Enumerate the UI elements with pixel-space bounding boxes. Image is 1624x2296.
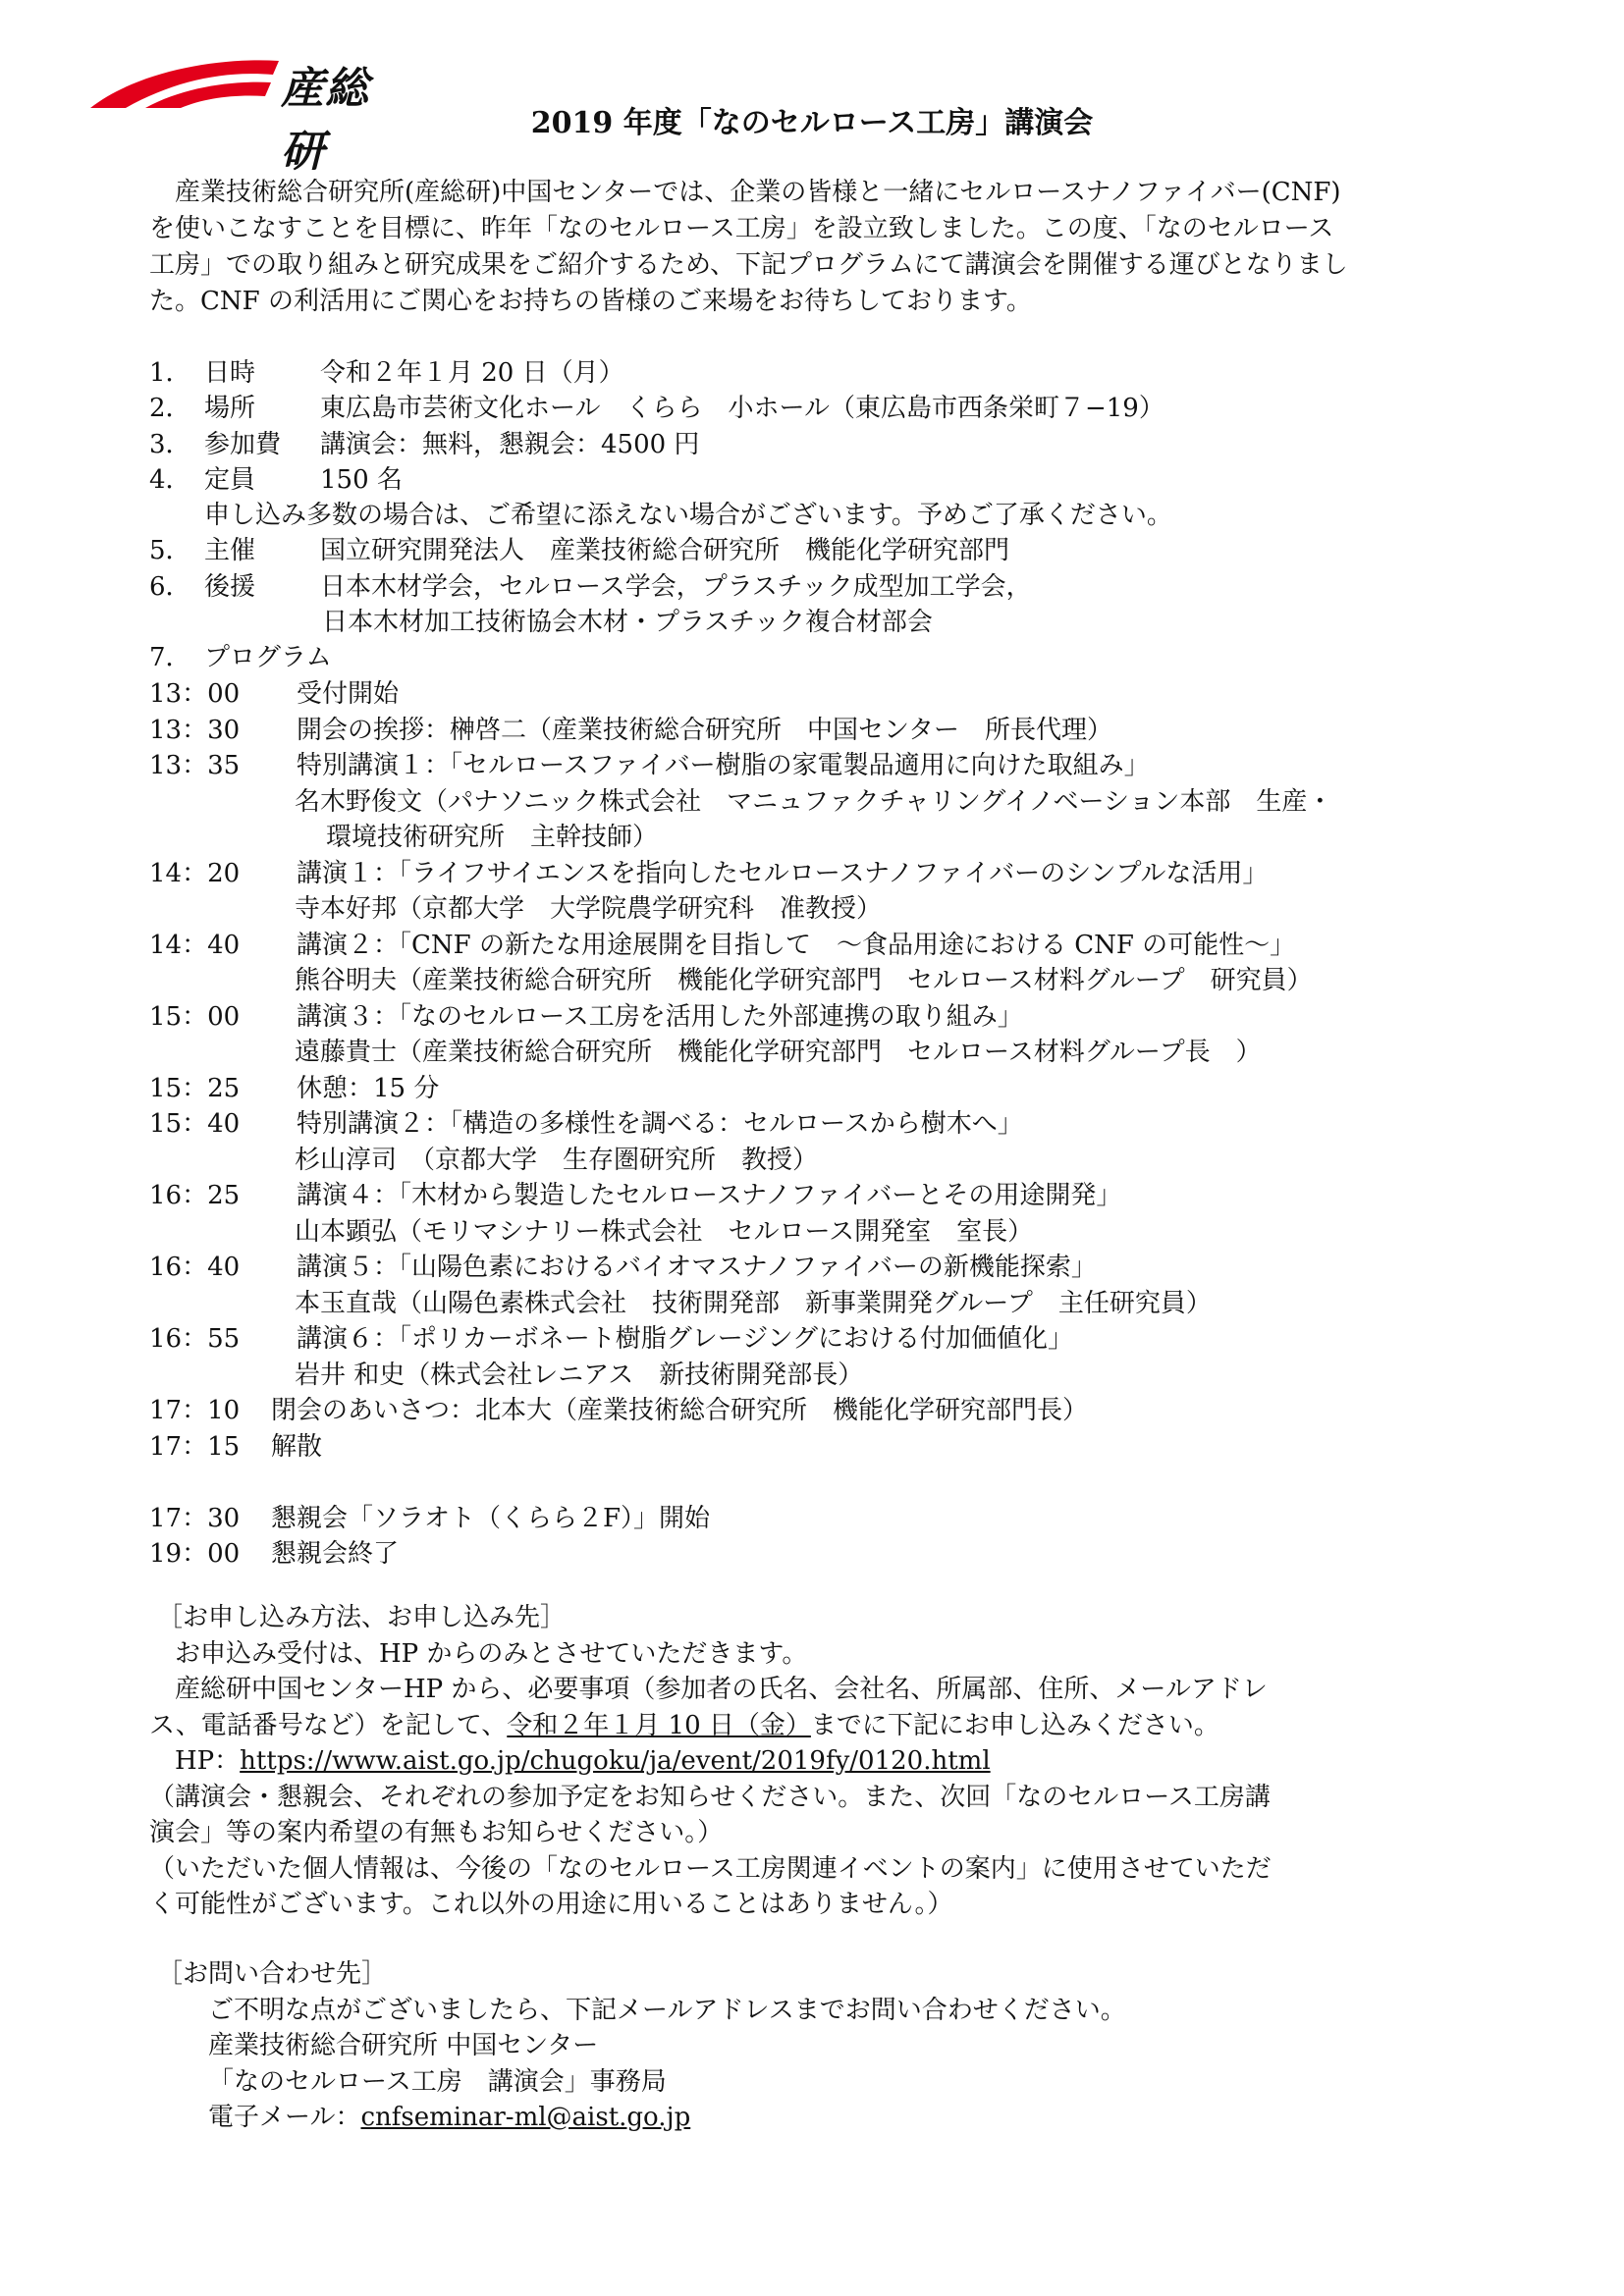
email-label: 電子メール： bbox=[208, 2103, 361, 2132]
event-info-list bbox=[149, 355, 1172, 676]
info-place bbox=[149, 391, 1172, 426]
info-fee bbox=[149, 427, 1172, 462]
info-label: 日時 bbox=[204, 358, 256, 388]
program-speaker-cont: 環境技術研究所 主幹技師） bbox=[326, 823, 659, 852]
program-speaker: 名木野俊文（パナソニック株式会社 マニュファクチャリングイノベーション本部 生産・ bbox=[295, 786, 1333, 817]
email-link[interactable]: cnfseminar-ml@aist.go.jp bbox=[360, 2103, 691, 2132]
program-speaker: 杉山淳司 （京都大学 生存圏研究所 教授） bbox=[295, 1145, 819, 1175]
program-time: 17：10 bbox=[149, 1396, 241, 1425]
program-speaker: 岩井 和史（株式会社レニアス 新技術開発部長） bbox=[295, 1360, 864, 1390]
info-value: 東広島市芸術文化ホール くらら 小ホール（東広島市西条栄町７−19） bbox=[320, 394, 1164, 424]
program-time: 15：00 bbox=[149, 1001, 241, 1032]
intro-line: 産業技術総合研究所(産総研)中国センターでは、企業の皆様と一緒にセルロースナノファイバー(CNF) bbox=[175, 178, 1341, 207]
info-num: 5． bbox=[149, 536, 191, 566]
program-text: 講演４：「木材から製造したセルロースナノファイバーとその用途開発」 bbox=[297, 1181, 1122, 1210]
program-time: 16：55 bbox=[149, 1324, 241, 1354]
program-speaker: 熊谷明夫（産業技術総合研究所 機能化学研究部門 セルロース材料グループ 研究員） bbox=[295, 966, 1313, 995]
program-text: 特別講演１：「セルロースファイバー樹脂の家電製品適用に向けた取組み」 bbox=[297, 751, 1150, 780]
program-row bbox=[149, 1393, 1332, 1429]
application-note: （いただいた個人情報は、今後の「なのセルロース工房関連イベントの案内」に使用させていただ bbox=[149, 1853, 1272, 1884]
program-row bbox=[149, 1250, 1332, 1286]
program-text: 開会の挨拶：榊啓二（産業技術総合研究所 中国センター 所長代理） bbox=[297, 715, 1112, 745]
program-row bbox=[149, 1071, 1332, 1107]
program-gap bbox=[149, 1465, 1332, 1501]
program-text: 解散 bbox=[271, 1431, 323, 1462]
application-note: く可能性がございます。これ以外の用途に用いることはありません。） bbox=[149, 1890, 953, 1919]
info-value: 講演会：無料，懇親会：4500 円 bbox=[320, 429, 700, 459]
info-capacity bbox=[149, 462, 1172, 498]
program-text: 休憩：15 分 bbox=[297, 1073, 440, 1103]
application-heading: ［お申し込み方法、お申し込み先］ bbox=[157, 1603, 567, 1632]
application-deadline: 令和２年１月 10 日（金） bbox=[507, 1710, 811, 1740]
info-capacity-note: 申し込み多数の場合は、ご希望に添えない場合がございます。予めご了承ください。 bbox=[204, 501, 1172, 531]
info-value: 日本木材学会，セルロース学会，プラスチック成型加工学会， bbox=[320, 571, 1032, 602]
program-text: 特別講演２：「構造の多様性を調べる：セルロースから樹木へ」 bbox=[297, 1109, 1023, 1139]
intro-line: た。CNF の利活用にご関心をお持ちの皆様のご来場をお待ちしております。 bbox=[149, 287, 1032, 316]
info-num: 6． bbox=[149, 571, 191, 602]
program-row bbox=[149, 856, 1332, 892]
info-value: 150 名 bbox=[320, 464, 403, 495]
contact-heading: ［お問い合わせ先］ bbox=[157, 1959, 388, 1989]
program-time: 13：35 bbox=[149, 751, 241, 780]
program-time: 17：30 bbox=[149, 1503, 241, 1533]
program-time: 15：25 bbox=[149, 1073, 241, 1103]
info-value: 令和２年１月 20 日（月） bbox=[320, 358, 624, 388]
program-speaker: 山本顕弘（モリマシナリー株式会社 セルロース開発室 室長） bbox=[295, 1216, 1034, 1247]
page-title: 2019 年度「なのセルロース工房」講演会 bbox=[530, 106, 1094, 140]
program-row bbox=[149, 928, 1332, 964]
program-row bbox=[149, 1321, 1332, 1358]
program-speaker: 寺本好邦（京都大学 大学院農学研究科 准教授） bbox=[295, 894, 883, 924]
application-line: 産総研中国センターHP から、必要事項（参加者の氏名、会社名、所属部、住所、メールアドレ bbox=[175, 1675, 1268, 1704]
program-time: 19：00 bbox=[149, 1539, 241, 1569]
hp-link[interactable]: https://www.aist.go.jp/chugoku/ja/event/2019fy/0120.html bbox=[240, 1746, 991, 1776]
program-text: 講演２：「CNF の新たな用途展開を目指して 〜食品用途における CNF の可能性〜」 bbox=[297, 930, 1296, 960]
program-text: 懇親会終了 bbox=[271, 1539, 400, 1569]
intro-paragraph bbox=[149, 175, 1504, 320]
contact-line: 「なのセルロース工房 講演会」事務局 bbox=[208, 2066, 667, 2097]
program-time: 13：00 bbox=[149, 679, 241, 709]
application-text: までに下記にお申し込みください。 bbox=[810, 1710, 1219, 1740]
aist-logo-text: 産総研 bbox=[281, 64, 369, 177]
info-label: 主催 bbox=[204, 536, 256, 566]
contact-line: ご不明な点がございましたら、下記メールアドレスまでお問い合わせください。 bbox=[208, 1995, 1126, 2025]
info-organizer bbox=[149, 533, 1172, 568]
contact-email-row bbox=[149, 2100, 1126, 2136]
program-time: 14：40 bbox=[149, 930, 241, 960]
program-row bbox=[149, 999, 1332, 1036]
info-label: 後援 bbox=[204, 571, 256, 602]
application-note: 演会」等の案内希望の有無もお知らせください。） bbox=[149, 1818, 724, 1847]
info-label: 定員 bbox=[204, 464, 256, 495]
intro-line: 工房」での取り組みと研究成果をご紹介するため、下記プログラムにて講演会を開催する運びとなりまし bbox=[149, 250, 1348, 280]
program-text: 講演５：「山陽色素におけるバイオマスナノファイバーの新機能探索」 bbox=[297, 1253, 1097, 1282]
program-row bbox=[149, 713, 1332, 749]
info-num: 4． bbox=[149, 464, 191, 495]
application-note: （講演会・懇親会、それぞれの参加予定をお知らせください。また、次回「なのセルロース工房講 bbox=[149, 1782, 1271, 1812]
program-row bbox=[149, 1501, 1332, 1537]
program-row bbox=[149, 1106, 1332, 1143]
program-time: 13：30 bbox=[149, 715, 241, 745]
program-text: 講演３：「なのセルロース工房を活用した外部連携の取り組み」 bbox=[297, 1001, 1023, 1032]
application-hp bbox=[149, 1743, 1272, 1780]
application-line bbox=[149, 1708, 1272, 1744]
program-text: 閉会のあいさつ：北本大（産業技術総合研究所 機能化学研究部門長） bbox=[271, 1396, 1089, 1425]
program-row bbox=[149, 1536, 1332, 1573]
info-label: 場所 bbox=[204, 394, 256, 424]
info-num: 7． bbox=[149, 643, 191, 673]
program-row bbox=[149, 748, 1332, 784]
program-time: 16：25 bbox=[149, 1181, 241, 1210]
hp-label: HP： bbox=[175, 1746, 241, 1776]
info-value: 国立研究開発法人 産業技術総合研究所 機能化学研究部門 bbox=[320, 536, 1010, 566]
info-label: 参加費 bbox=[204, 429, 282, 459]
program-text: 講演１：「ライフサイエンスを指向したセルロースナノファイバーのシンプルな活用」 bbox=[297, 858, 1269, 888]
program-text: 懇親会「ソラオト（くらら２F）」開始 bbox=[271, 1503, 711, 1533]
program-speaker: 本玉直哉（山陽色素株式会社 技術開発部 新事業開発グループ 主任研究員） bbox=[295, 1288, 1212, 1318]
info-date bbox=[149, 355, 1172, 391]
info-num: 2． bbox=[149, 394, 191, 424]
application-section bbox=[149, 1600, 1272, 1923]
contact-line: 産業技術総合研究所 中国センター bbox=[208, 2031, 599, 2060]
info-support-cont: 日本木材加工技術協会木材・プラスチック複合材部会 bbox=[322, 608, 933, 638]
program-time: 17：15 bbox=[149, 1431, 241, 1462]
program-row bbox=[149, 676, 1332, 713]
application-line: お申込み受付は、HP からのみとさせていただきます。 bbox=[175, 1638, 808, 1669]
info-label: プログラム bbox=[204, 643, 332, 673]
program-time: 15：40 bbox=[149, 1109, 241, 1139]
program-time: 16：40 bbox=[149, 1253, 241, 1282]
program-row bbox=[149, 1178, 1332, 1214]
info-num: 1． bbox=[149, 358, 191, 388]
program-row bbox=[149, 1429, 1332, 1466]
info-num: 3． bbox=[149, 429, 191, 459]
program-speaker: 遠藤貴士（産業技術総合研究所 機能化学研究部門 セルロース材料グループ長 ） bbox=[295, 1038, 1262, 1067]
info-program bbox=[149, 640, 1172, 675]
application-text: ス、電話番号など）を記して、 bbox=[149, 1710, 508, 1740]
program-text: 講演６：「ポリカーボネート樹脂グレージングにおける付加価値化」 bbox=[297, 1324, 1074, 1354]
info-support bbox=[149, 569, 1172, 605]
program-text: 受付開始 bbox=[297, 679, 400, 709]
program-time: 14：20 bbox=[149, 858, 241, 888]
contact-section bbox=[149, 1956, 1126, 2136]
intro-line: を使いこなすことを目標に、昨年「なのセルロース工房」を設立致しました。この度、「なのセルロース bbox=[149, 214, 1334, 243]
program-schedule bbox=[149, 676, 1332, 1573]
